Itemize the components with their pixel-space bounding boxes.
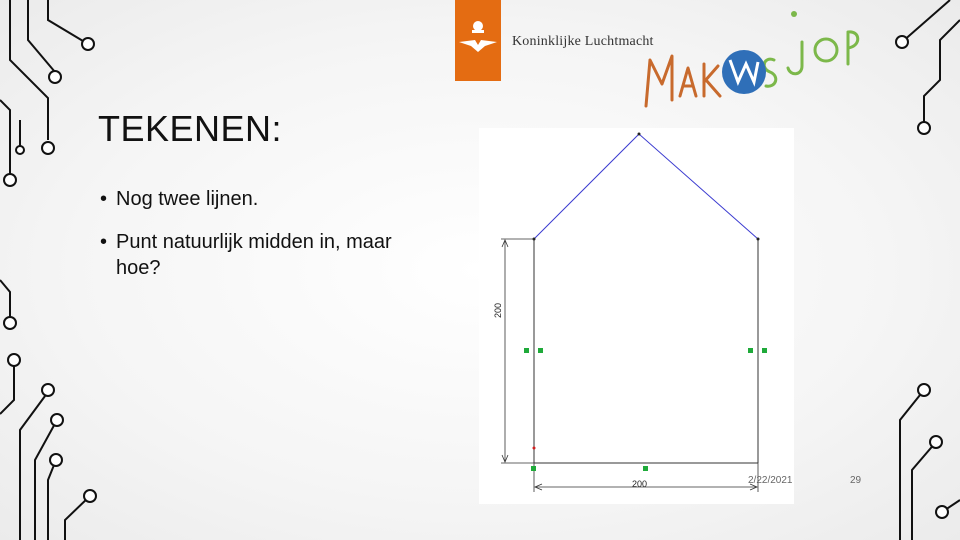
makersjop-logo-text: MAKERSJOP	[636, 2, 643, 3]
horizontal-dimension-label: 200	[632, 479, 648, 489]
constraint-markers	[524, 348, 767, 471]
bullet-list	[100, 186, 440, 298]
roof-lines	[534, 134, 758, 239]
bullet-text: Nog twee lijnen.	[116, 188, 259, 210]
bullet-glyph: •	[100, 188, 108, 210]
brand-name: Koninklijke Luchtmacht	[512, 34, 654, 49]
koninklijke-luchtmacht-logo	[455, 0, 501, 81]
house-sketch	[479, 128, 794, 504]
bullet-item	[100, 186, 440, 212]
makersjop-logo	[636, 2, 866, 112]
bullet-glyph: •	[100, 231, 108, 253]
bullet-text: Punt natuurlijk midden in, maar hoe?	[116, 231, 392, 279]
crown-wings-icon	[455, 0, 501, 81]
vertical-dimension-label: 200	[493, 302, 503, 318]
slide-date: 2/22/2021	[748, 475, 793, 486]
vertical-dimension	[501, 239, 534, 463]
slide-title: TEKENEN:	[98, 108, 283, 149]
cad-drawing	[479, 128, 794, 504]
slide-number: 29	[850, 475, 862, 486]
bullet-item	[100, 229, 440, 281]
